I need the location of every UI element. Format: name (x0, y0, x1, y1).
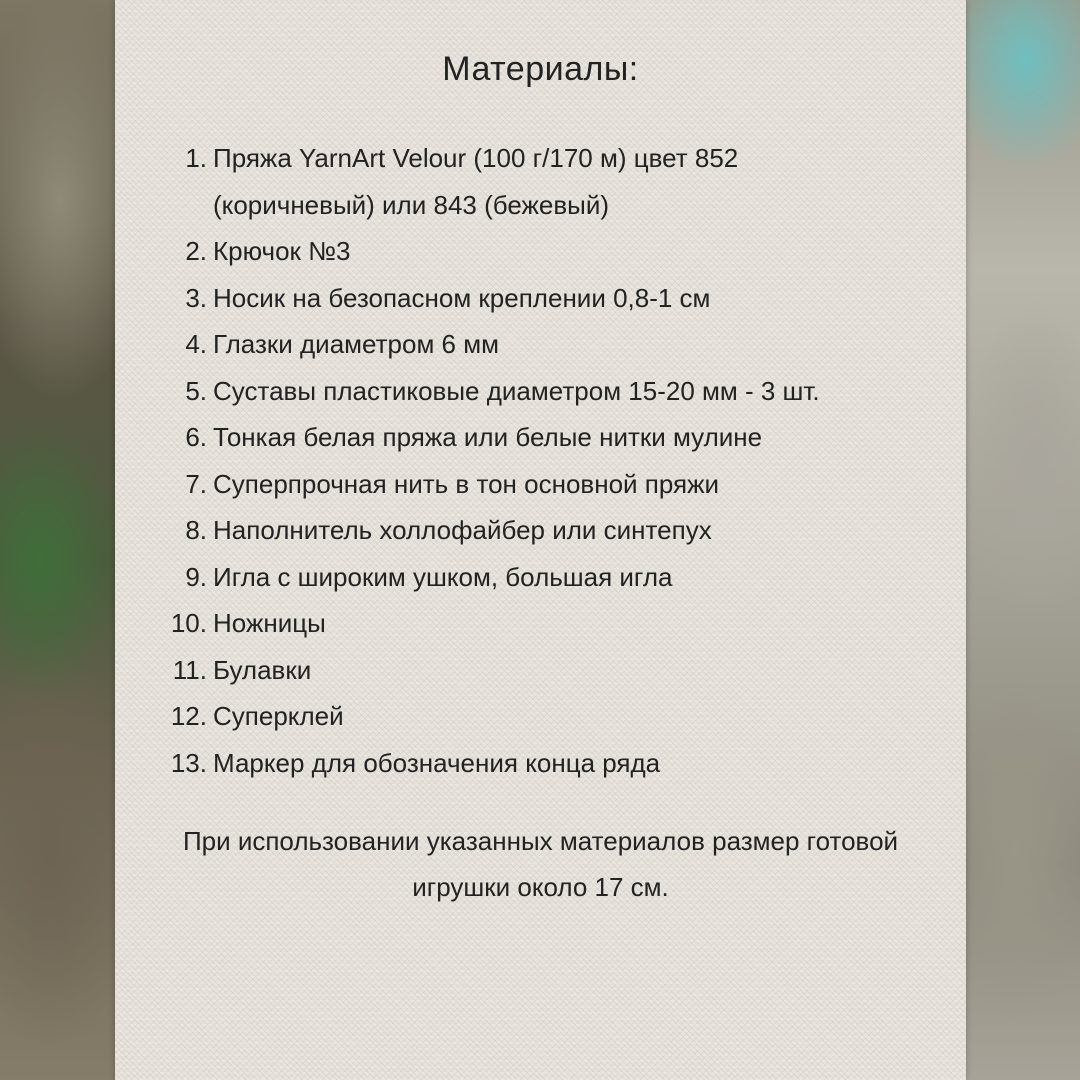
list-item (155, 321, 945, 368)
list-item (155, 647, 945, 694)
list-item-number: 13. (170, 747, 207, 778)
list-item (155, 554, 945, 601)
list-item (155, 507, 945, 554)
list-item-number: 1. (185, 143, 207, 173)
materials-list (155, 135, 945, 786)
list-item-number: 3. (185, 282, 207, 313)
list-item-text: Суставы пластиковые диаметром 15-20 мм - 3 шт. (213, 375, 820, 406)
list-item-number: 12. (170, 701, 207, 731)
blurred-background-left (0, 0, 115, 1080)
list-item-number: 7. (185, 468, 207, 499)
blurred-background-right (965, 0, 1080, 1080)
list-item-number: 11. (172, 654, 207, 685)
list-item-number: 8. (185, 515, 207, 545)
list-item-text: Ножницы (213, 608, 326, 638)
list-item (155, 461, 945, 508)
list-item-text: Булавки (213, 654, 312, 685)
list-item-number: 5. (185, 375, 207, 406)
list-item (155, 275, 945, 322)
list-item-number: 2. (185, 236, 207, 266)
list-item-number: 10. (170, 608, 207, 638)
list-item-text: Наполнитель холлофайбер или синтепух (213, 515, 712, 545)
list-item-text: Носик на безопасном креплении 0,8-1 см (213, 282, 711, 313)
list-item (155, 693, 945, 740)
size-note: При использовании указанных материалов размер готовой игрушки около 17 см. (182, 826, 899, 902)
list-item-number: 4. (185, 329, 207, 359)
list-item-text: Суперпрочная нить в тон основной пряжи (213, 468, 720, 499)
page-title: Материалы: (442, 50, 639, 88)
list-item-text: Игла с широким ушком, большая игла (213, 561, 673, 592)
list-item-number: 9. (185, 561, 207, 592)
list-item (155, 228, 945, 275)
list-item-text: Суперклей (213, 701, 344, 731)
list-item-text: Глазки диаметром 6 мм (213, 329, 499, 359)
list-item-number: 6. (185, 422, 207, 452)
linen-card (115, 0, 966, 1080)
list-item-text: Маркер для обозначения конца ряда (213, 747, 661, 778)
list-item (155, 600, 945, 647)
list-item-text: Крючок №3 (213, 236, 351, 266)
list-item (155, 740, 945, 787)
list-item-text: Тонкая белая пряжа или белые нитки мулине (213, 422, 763, 452)
list-item (155, 414, 945, 461)
list-item-text: Пряжа YarnArt Velour (100 г/170 м) цвет 852 (коричневый) или 843 (бежевый) (213, 143, 739, 220)
list-item (155, 135, 945, 228)
list-item (155, 368, 945, 415)
